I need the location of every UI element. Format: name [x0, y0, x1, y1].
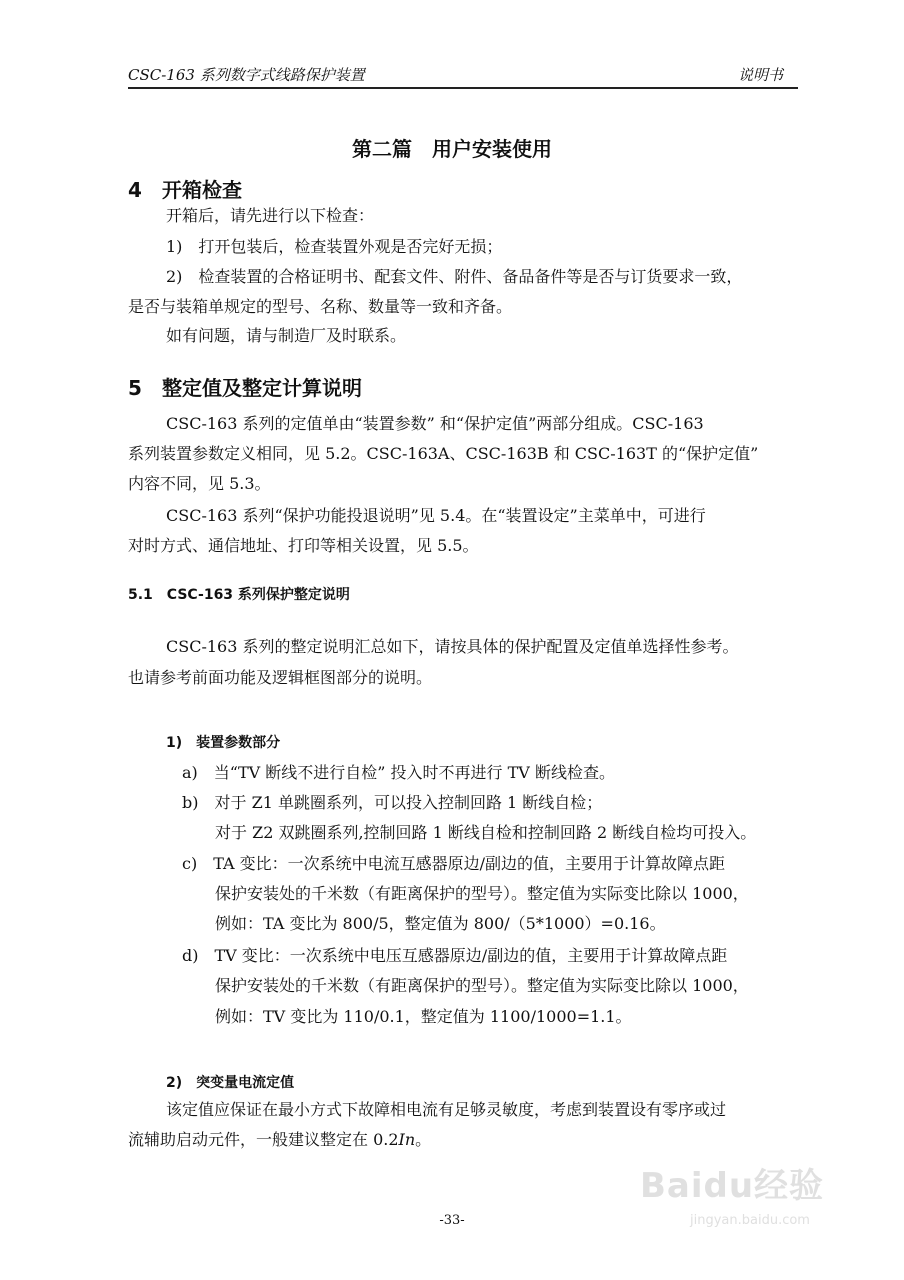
- section-4-heading: [128, 174, 242, 203]
- section-number: 4: [128, 178, 142, 202]
- paragraph: CSC-163 系列的定值单由“装置参数” 和“保护定值”两部分组成。CSC-163: [166, 414, 704, 433]
- text-run: 。: [415, 1130, 432, 1149]
- paragraph: 开箱后，请先进行以下检查：: [166, 206, 375, 225]
- paragraph-line: 内容不同，见 5.3。: [128, 474, 271, 493]
- list-item-d-continued: 保护安装处的千米数（有距离保护的型号）。整定值为实际变比除以 1000，: [215, 976, 749, 995]
- list-item-continued: 是否与装箱单规定的型号、名称、数量等一致和齐备。: [128, 297, 513, 316]
- watermark-url: jingyan.baidu.com: [690, 1213, 810, 1228]
- paragraph-line: 也请参考前面功能及逻辑框图部分的说明。: [128, 668, 433, 687]
- list-item: 2) 检查装置的合格证明书、配套文件、附件、备品备件等是否与订货要求一致，: [166, 267, 743, 286]
- list-item-c-continued: 例如：TA 变比为 800/5，整定值为 800/（5*1000）=0.16。: [215, 914, 666, 933]
- list-item-d: d) TV 变比：一次系统中电压互感器原边/副边的值，主要用于计算故障点距: [182, 946, 728, 965]
- paragraph: 如有问题，请与制造厂及时联系。: [166, 326, 407, 345]
- header-doc-type: 说明书: [738, 66, 784, 84]
- list-item-b: b) 对于 Z1 单跳圈系列，可以投入控制回路 1 断线自检；: [182, 793, 603, 812]
- page-number: -33-: [439, 1213, 465, 1228]
- part-title: 第二篇 用户安装使用: [352, 137, 552, 161]
- list-item-b-continued: 对于 Z2 双跳圈系列,控制回路 1 断线自检和控制回路 2 断线自检均可投入。: [215, 823, 757, 842]
- item-1-heading: 1) 装置参数部分: [166, 735, 281, 751]
- paragraph: CSC-163 系列“保护功能投退说明”见 5.4。在“装置设定”主菜单中，可进行: [166, 506, 706, 525]
- unit-symbol: In: [398, 1130, 416, 1149]
- list-item-d-continued: 例如：TV 变比为 110/0.1，整定值为 1100/1000=1.1。: [215, 1007, 632, 1026]
- section-5-heading: [128, 372, 362, 401]
- paragraph-line: [128, 1130, 431, 1150]
- section-number: 5: [128, 376, 142, 400]
- paragraph: CSC-163 系列的整定说明汇总如下，请按具体的保护配置及定值单选择性参考。: [166, 637, 739, 656]
- list-item: 1) 打开包装后，检查装置外观是否完好无损；: [166, 237, 503, 256]
- watermark-logo: Baidu经验: [640, 1166, 825, 1206]
- paragraph-line: 系列装置参数定义相同，见 5.2。CSC-163A、CSC-163B 和 CSC-163T 的“保护定值”: [128, 444, 759, 463]
- section-title: 整定值及整定计算说明: [162, 376, 362, 400]
- list-item-c-continued: 保护安装处的千米数（有距离保护的型号）。整定值为实际变比除以 1000，: [215, 884, 749, 903]
- header-doc-title: CSC-163 系列数字式线路保护装置: [128, 66, 365, 84]
- header-rule: [128, 87, 798, 89]
- section-title: 开箱检查: [162, 178, 242, 202]
- text-run: 流辅助启动元件，一般建议整定在 0.2: [128, 1130, 399, 1149]
- subsection-5-1-heading: 5.1 CSC-163 系列保护整定说明: [128, 587, 350, 603]
- item-2-heading: 2) 突变量电流定值: [166, 1075, 295, 1091]
- list-item-c: c) TA 变比：一次系统中电流互感器原边/副边的值，主要用于计算故障点距: [182, 854, 726, 873]
- paragraph: 该定值应保证在最小方式下故障相电流有足够灵敏度，考虑到装置设有零序或过: [166, 1100, 727, 1119]
- paragraph-line: 对时方式、通信地址、打印等相关设置，见 5.5。: [128, 536, 479, 555]
- list-item-a: a) 当“TV 断线不进行自检” 投入时不再进行 TV 断线检查。: [182, 763, 615, 782]
